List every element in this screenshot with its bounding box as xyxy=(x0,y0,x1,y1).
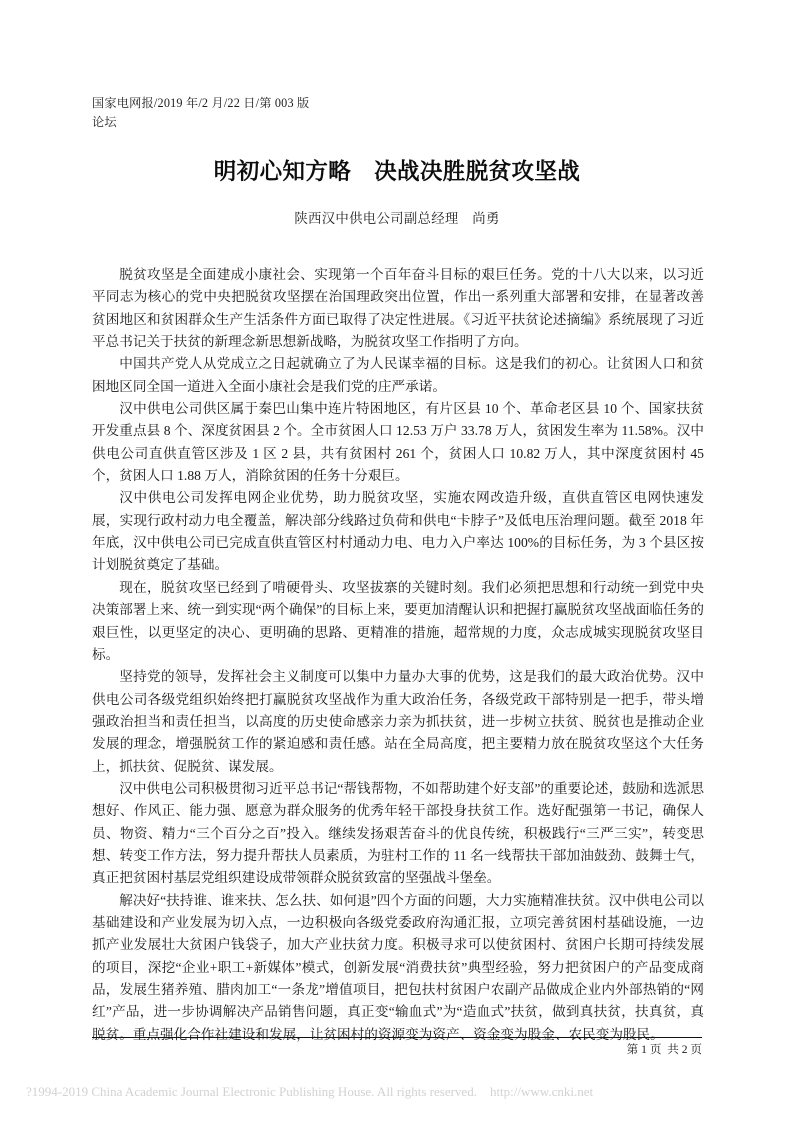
body-paragraph: 汉中供电公司发挥电网企业优势，助力脱贫攻坚，实施农网改造升级，直供直管区电网快速发展，实现行政村动力电全覆盖，解决部分线路过负荷和供电“卡脖子”及低电压治理问题。截至 2018 年年底，汉中供电公司已完成直供直管区村村通动力电、电力入户率达 100%的目标任务，为 3 个县区按计划脱贫奠定了基础。 xyxy=(92,490,704,573)
article-body xyxy=(92,264,704,1046)
footer-divider xyxy=(92,1037,702,1038)
page-title: 明初心知方略 决战决胜脱贫攻坚战 xyxy=(213,159,581,184)
masthead-section-line: 论坛 xyxy=(92,115,117,129)
body-paragraph: 脱贫攻坚是全面建成小康社会、实现第一个百年奋斗目标的艰巨任务。党的十八大以来，以习近平同志为核心的党中央把脱贫攻坚摆在治国理政突出位置，作出一系列重大部署和安排，在显著改善贫困地区和贫困群众生产生活条件方面已取得了决定性进展。《习近平扶贫论述摘编》系统展现了习近平总书记关于扶贫的新理念新思想新战略，为脱贫攻坚工作指明了方向。 xyxy=(92,267,704,350)
page-number: 第 1 页 共 2 页 xyxy=(626,1043,702,1056)
masthead xyxy=(92,94,712,132)
body-paragraph: 坚持党的领导，发挥社会主义制度可以集中力量办大事的优势，这是我们的最大政治优势。汉中供电公司各级党组织始终把打赢脱贫攻坚战作为重大政治任务，各级党政干部特别是一把手，带头增强政治担当和责任担当，以高度的历史使命感亲力亲为抓扶贫，进一步树立扶贫、脱贫也是推动企业发展的理念，增强脱贫工作的紧迫感和责任感。站在全局高度，把主要精力放在脱贫攻坚这个大任务上，抓扶贫、促脱贫、谋发展。 xyxy=(92,669,704,774)
title-block xyxy=(92,157,702,229)
masthead-source-line: 国家电网报/2019 年/2 月/22 日/第 003 版 xyxy=(92,96,310,110)
copyright-watermark: ?1994-2019 China Academic Journal Electronic Publishing House. All rights reserved. http://www.cnki.net xyxy=(26,1084,594,1099)
article-byline: 陕西汉中供电公司副总经理 尚勇 xyxy=(294,211,500,226)
body-paragraph: 现在，脱贫攻坚已经到了啃硬骨头、攻坚拔寨的关键时刻。我们必须把思想和行动统一到党中央决策部署上来、统一到实现“两个确保”的目标上来，要更加清醒认识和把握打赢脱贫攻坚战面临任务的艰巨性，以更坚定的决心、更明确的思路、更精准的措施，超常规的力度，众志成城实现脱贫攻坚目标。 xyxy=(92,579,704,662)
body-paragraph: 解决好“扶持谁、谁来扶、怎么扶、如何退”四个方面的问题，大力实施精准扶贫。汉中供电公司以基础建设和产业发展为切入点，一边积极向各级党委政府沟通汇报，立项完善贫困村基础设施，一边抓产业发展壮大贫困户钱袋子，加大产业扶贫力度。积极寻求可以使贫困村、贫困户长期可持续发展的项目，深挖“企业+职工+新媒体”模式，创新发展“消费扶贫”典型经验，努力把贫困户的产品变成商品，发展生猪养殖、腊肉加工“一条龙”增值项目，把包扶村贫困户农副产品做成企业内外部热销的“网红”产品，进一步协调解决产品销售问题，真正变“输血式”为“造血式”扶贫，做到真扶贫，扶真贫，真脱贫。重点强化合作社建设和发展，让贫困村的资源变为资产、资金变为股金、农民变为股民。 xyxy=(92,892,704,1042)
body-paragraph: 汉中供电公司积极贯彻习近平总书记“帮钱帮物，不如帮助建个好支部”的重要论述，鼓励和选派思想好、作风正、能力强、愿意为群众服务的优秀年轻干部投身扶贫工作。选好配强第一书记，确保人员、物资、精力“三个百分之百”投入。继续发扬艰苦奋斗的优良传统，积极践行“三严三实”，转变思想、转变工作方法，努力提升帮扶人员素质，为驻村工作的 11 名一线帮扶干部加油鼓劲、鼓舞士气，真正把贫困村基层党组织建设成带领群众脱贫致富的坚强战斗堡垒。 xyxy=(92,780,704,886)
body-paragraph: 汉中供电公司供区属于秦巴山集中连片特困地区，有片区县 10 个、革命老区县 10 个、国家扶贫开发重点县 8 个、深度贫困县 2 个。全市贫困人口 12.53 万户 33.78 万人，贫困发生率为 11.58%。汉中供电公司直供直管区涉及 1 区 2 县，共有贫困村 261 个，贫困人口 10.82 万人，其中深度贫困村 45 个，贫困人口 1.88 万人，消除贫困的任务十分艰巨。 xyxy=(92,401,704,484)
body-paragraph: 中国共产党人从党成立之日起就确立了为人民谋幸福的目标。这是我们的初心。让贫困人口和贫困地区同全国一道进入全面小康社会是我们党的庄严承诺。 xyxy=(92,356,704,394)
